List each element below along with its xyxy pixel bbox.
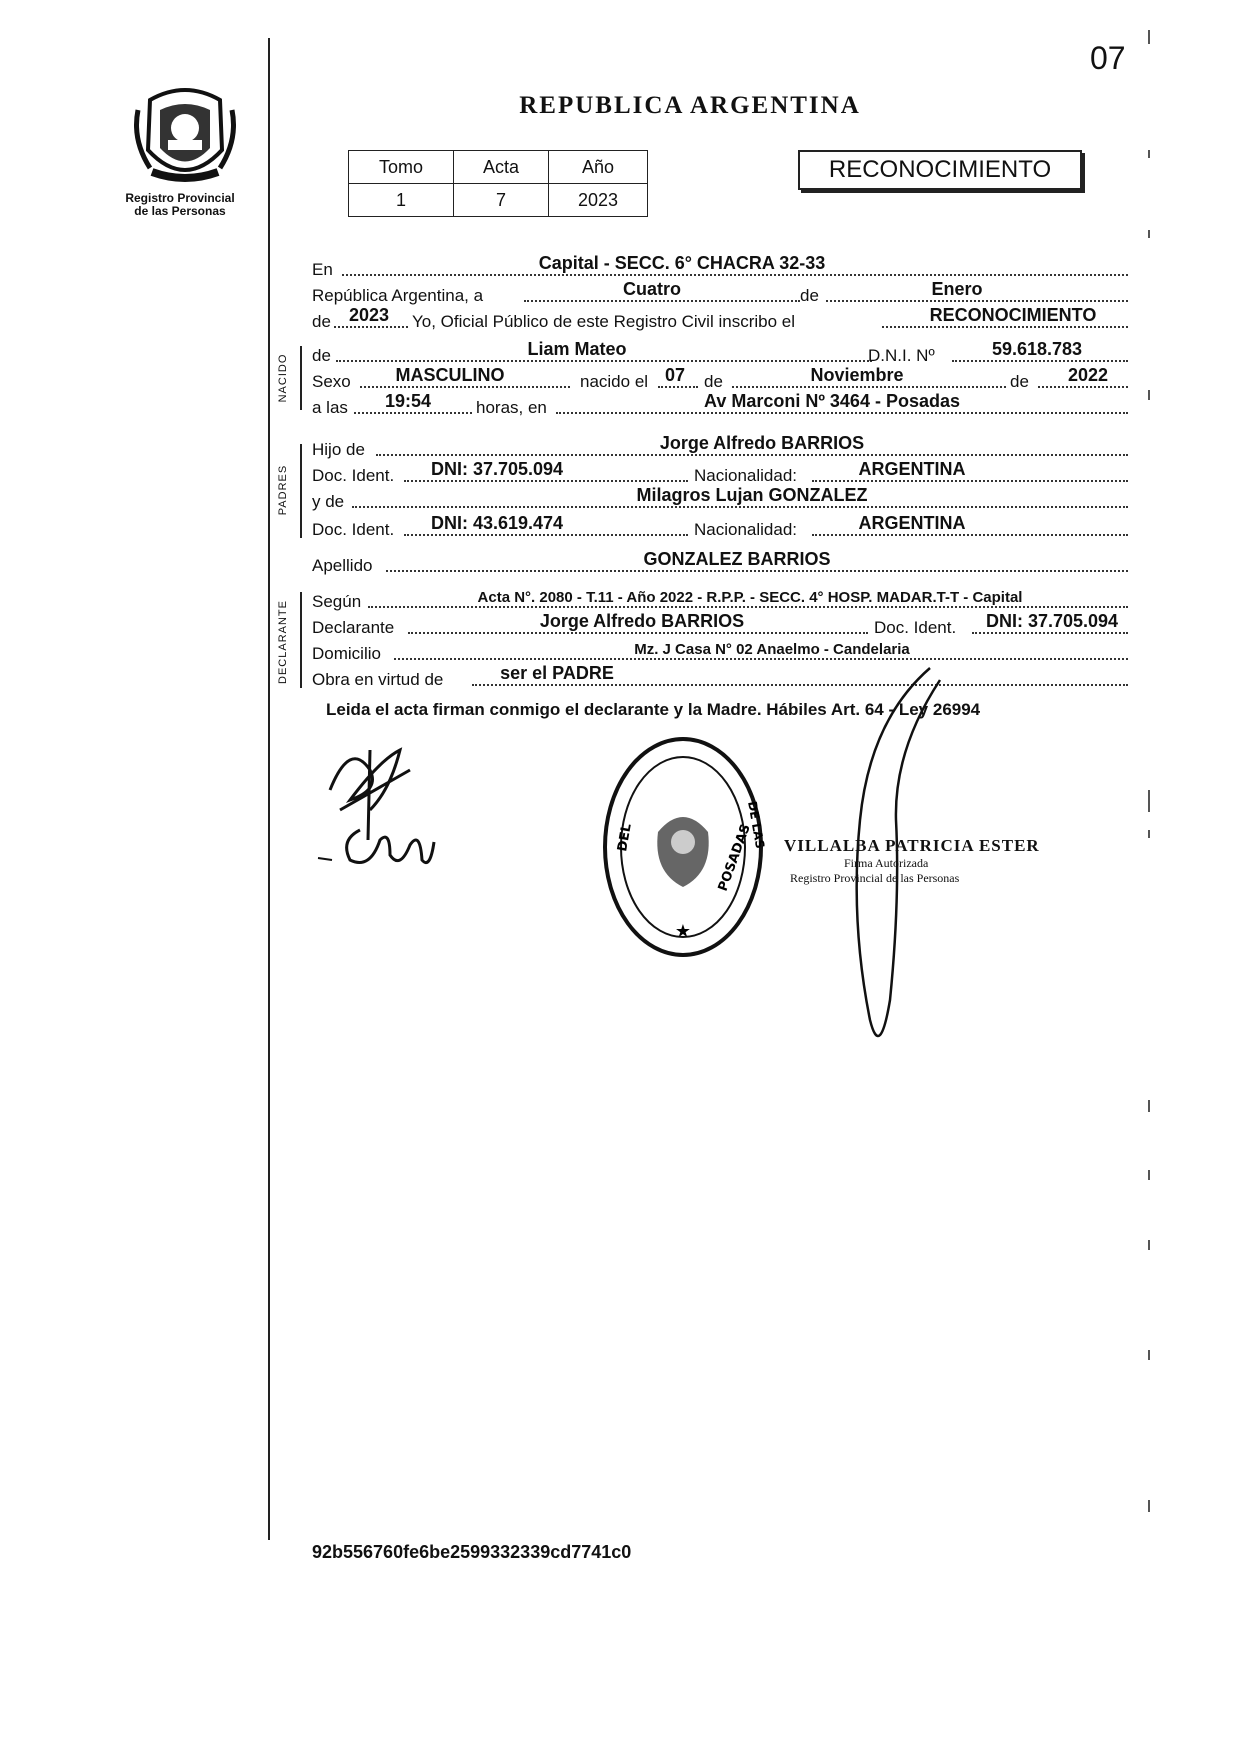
row-mother <box>312 486 1128 512</box>
label-de-name: de <box>312 346 331 365</box>
label-apellido: Apellido <box>312 556 373 575</box>
value-father-name: Jorge Alfredo BARRIOS <box>659 433 865 453</box>
value-birth-place: Av Marconi Nº 3464 - Posadas <box>703 391 960 411</box>
label-nacido-el: nacido el <box>580 372 649 391</box>
label-segun: Según <box>312 592 362 611</box>
dotted-fill <box>334 326 408 328</box>
svg-text:DEL: DEL <box>615 822 635 853</box>
row-address <box>312 638 1128 664</box>
row-segun <box>312 586 1128 612</box>
declarant-signature <box>310 730 440 880</box>
dotted-fill <box>404 534 688 536</box>
label-de-year: de <box>312 312 331 331</box>
org-name-line1: Registro Provincial <box>125 191 235 205</box>
label-horas-en: horas, en <box>476 398 547 417</box>
section-declarante: DECLARANTE <box>277 600 289 684</box>
dotted-fill <box>404 480 688 482</box>
label-domicilio: Domicilio <box>312 644 381 663</box>
value-child-name: Liam Mateo <box>527 339 627 359</box>
label-sexo: Sexo <box>312 372 351 391</box>
dotted-fill <box>658 386 698 388</box>
official-role: Firma Autorizada <box>844 856 929 870</box>
declarante-bracket <box>300 592 302 688</box>
margin-line <box>268 38 270 1540</box>
value-place: Capital - SECC. 6° CHACRA 32-33 <box>538 253 826 273</box>
svg-text:POSADAS: POSADAS <box>715 822 754 894</box>
value-mother-name: Milagros Lujan GONZALEZ <box>636 485 868 505</box>
label-nacionalidad-1: Nacionalidad: <box>694 466 798 485</box>
nacido-bracket <box>300 346 302 410</box>
value-father-doc: DNI: 37.705.094 <box>430 459 564 479</box>
label-obra: Obra en virtud de <box>312 670 444 689</box>
dotted-fill <box>352 506 1128 508</box>
dotted-fill <box>882 326 1128 328</box>
label-republica: República Argentina, a <box>312 286 484 305</box>
value-birth-month: Noviembre <box>810 365 904 385</box>
value-day: Cuatro <box>623 279 681 299</box>
label-en: En <box>312 260 333 279</box>
row-birth-time <box>312 392 1128 418</box>
dotted-fill <box>826 300 1128 302</box>
dotted-fill <box>972 632 1128 634</box>
value-reason: ser el PADRE <box>500 663 614 683</box>
row-child-name <box>312 340 1128 366</box>
label-doc-ident-2: Doc. Ident. <box>312 520 395 539</box>
label-a-las: a las <box>312 398 348 417</box>
document-hash: 92b556760fe6be2599332339cd7741c0 <box>312 1542 632 1562</box>
label-nacionalidad-2: Nacionalidad: <box>694 520 798 539</box>
org-name <box>100 192 260 218</box>
register-value-acta: 7 <box>454 184 549 217</box>
value-act-type: RECONOCIMIENTO <box>929 305 1097 325</box>
svg-text:DE LAS: DE LAS <box>745 800 768 850</box>
value-child-dni: 59.618.783 <box>991 339 1083 359</box>
official-name: VILLALBA PATRICIA ESTER <box>784 836 1040 855</box>
dotted-fill <box>812 534 1128 536</box>
value-birth-day: 07 <box>664 365 686 385</box>
org-name-line2: de las Personas <box>134 204 226 218</box>
row-father <box>312 434 1128 460</box>
value-address: Mz. J Casa N° 02 Anaelmo - Candelaria <box>634 641 910 658</box>
register-header-anio: Año <box>549 151 648 184</box>
row-place <box>312 254 1128 280</box>
dotted-fill <box>368 606 1128 608</box>
dotted-fill <box>524 300 800 302</box>
edge-marks <box>1148 30 1150 1550</box>
svg-text:★: ★ <box>674 921 692 942</box>
value-birth-year: 2022 <box>1067 365 1109 385</box>
dotted-fill <box>472 684 1128 686</box>
value-declarant-doc: DNI: 37.705.094 <box>985 611 1119 631</box>
label-hijo-de: Hijo de <box>312 440 365 459</box>
dotted-fill <box>336 360 872 362</box>
label-doc-ident-3: Doc. Ident. <box>874 618 957 637</box>
section-nacido: NACIDO <box>277 353 289 403</box>
register-value-tomo: 1 <box>349 184 454 217</box>
register-value-anio: 2023 <box>549 184 648 217</box>
document-title: REPUBLICA ARGENTINA <box>519 92 861 119</box>
dotted-fill <box>342 274 1128 276</box>
label-dni: D.N.I. Nº <box>868 346 935 365</box>
label-de-month: de <box>800 286 819 305</box>
label-y-de: y de <box>312 492 345 511</box>
row-reason <box>312 664 1128 690</box>
official-block <box>784 836 1040 886</box>
row-year-act <box>312 306 1128 332</box>
dotted-fill <box>408 632 868 634</box>
label-doc-ident-1: Doc. Ident. <box>312 466 395 485</box>
document-type-box: RECONOCIMIENTO <box>798 150 1082 190</box>
label-de-birth-month: de <box>704 372 723 391</box>
dotted-fill <box>360 386 570 388</box>
dotted-fill <box>812 480 1128 482</box>
row-father-doc <box>312 460 1128 486</box>
row-surname <box>312 550 1128 576</box>
dotted-fill <box>394 658 1128 660</box>
value-month: Enero <box>931 279 983 299</box>
value-year: 2023 <box>348 305 390 325</box>
row-mother-doc <box>312 514 1128 540</box>
row-date <box>312 280 1128 306</box>
register-header-acta: Acta <box>454 151 549 184</box>
dotted-fill <box>386 570 1128 572</box>
closing-statement: Leida el acta firman conmigo el declarante y la Madre. Hábiles Art. 64 - Ley 26994 <box>326 700 981 719</box>
padres-bracket <box>300 444 302 538</box>
register-table <box>348 150 648 217</box>
row-birth <box>312 366 1128 392</box>
value-father-nationality: ARGENTINA <box>858 459 966 479</box>
section-padres: PADRES <box>277 464 289 516</box>
value-segun: Acta N°. 2080 - T.11 - Año 2022 - R.P.P. - SECC. 4° HOSP. MADAR.T-T - Capital <box>477 589 1023 606</box>
label-declarante: Declarante <box>312 618 395 637</box>
value-mother-nationality: ARGENTINA <box>858 513 966 533</box>
dotted-fill <box>354 412 472 414</box>
page-number: 07 <box>1090 40 1126 76</box>
dotted-fill <box>1038 386 1128 388</box>
value-declarant: Jorge Alfredo BARRIOS <box>539 611 745 631</box>
dotted-fill <box>556 412 1128 414</box>
dotted-fill <box>732 386 1006 388</box>
provincial-crest-logo <box>130 80 240 190</box>
value-birth-time: 19:54 <box>384 391 432 411</box>
dotted-fill <box>952 360 1128 362</box>
dotted-fill <box>376 454 1128 456</box>
official-org: Registro Provincial de las Personas <box>790 871 960 885</box>
register-header-tomo: Tomo <box>349 151 454 184</box>
official-seal <box>598 732 768 962</box>
value-sex: MASCULINO <box>395 365 505 385</box>
label-inscribo: Yo, Oficial Público de este Registro Civil inscribo el <box>412 312 795 331</box>
label-de-birth-year: de <box>1010 372 1029 391</box>
row-declarant <box>312 612 1128 638</box>
value-surname: GONZALEZ BARRIOS <box>643 549 831 569</box>
value-mother-doc: DNI: 43.619.474 <box>430 513 564 533</box>
